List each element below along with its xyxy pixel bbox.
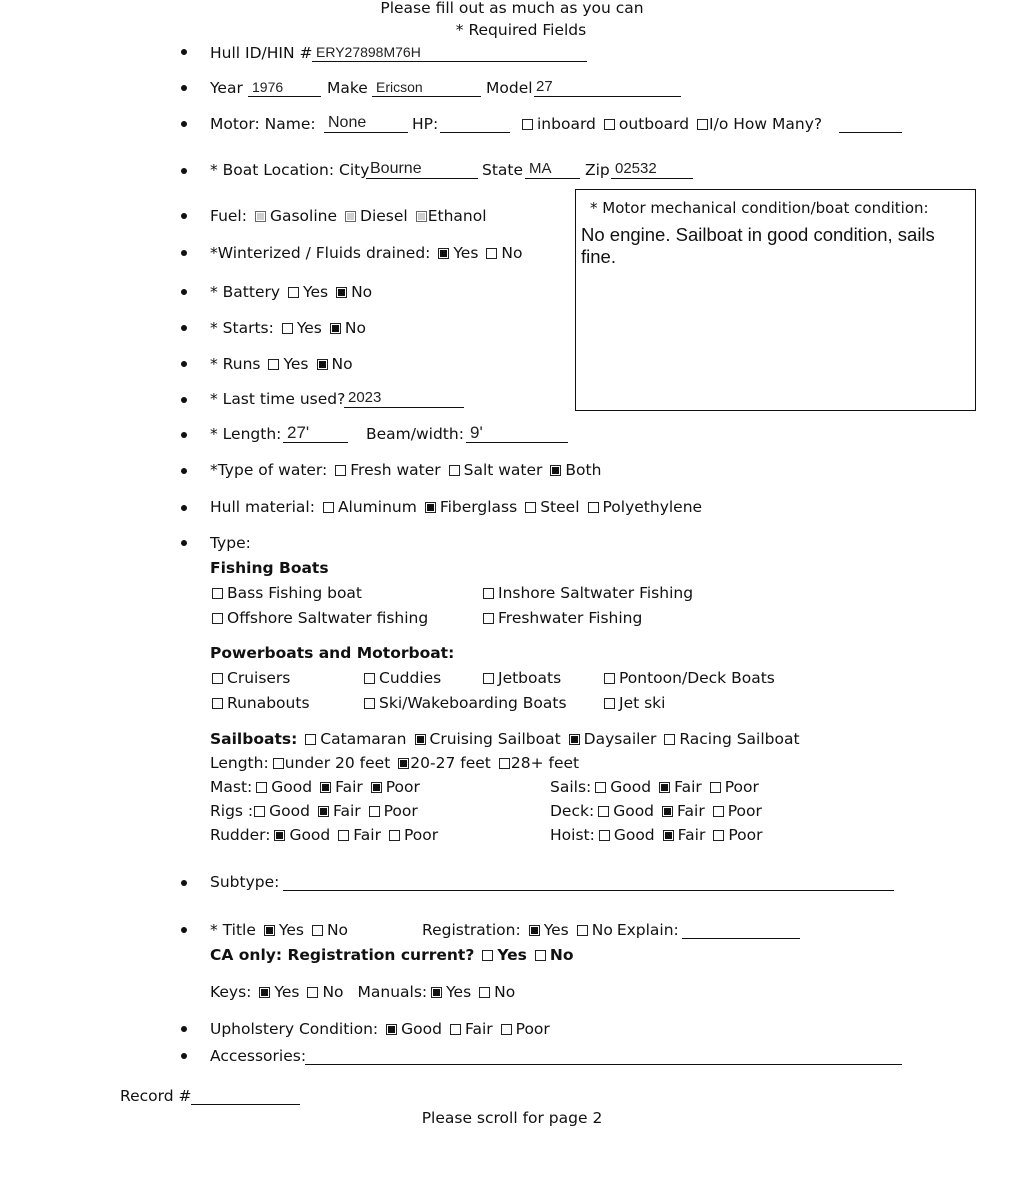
motor-name-label: Motor: Name: [210,115,316,133]
runabouts-checkbox[interactable] [212,698,223,709]
runs-label: * Runs [210,355,261,373]
deck-label: Deck: [550,802,595,820]
steel-label: Steel [540,498,580,516]
upholstery-fair-label: Fair [464,1020,493,1038]
title-group [210,920,348,940]
registration-no-label: No [591,921,613,939]
manuals-no-label: No [494,983,516,1001]
rudder-good-label: Good [289,826,331,844]
bass-fishing-label: Bass Fishing boat [227,584,362,602]
starts-yes-checkbox[interactable] [282,323,293,334]
rigs-poor-label: Poor [383,802,418,820]
how-many-field[interactable] [839,114,902,133]
starts-group [210,318,366,338]
cruisers-checkbox[interactable] [212,673,223,684]
sails-good-label: Good [610,778,652,796]
jetboats-checkbox[interactable] [483,673,494,684]
pontoon-label: Pontoon/Deck Boats [619,669,775,687]
record-field[interactable] [191,1086,300,1105]
deck-rating [550,801,762,821]
cruising-sailboat-label: Cruising Sailboat [429,730,561,748]
last-used-label: * Last time used? [210,390,346,408]
bullet [181,540,187,546]
20-27-checkbox[interactable] [398,758,409,769]
hp-label: HP: [412,115,439,133]
bass-fishing-checkbox[interactable] [212,588,223,599]
title-label: * Title [210,921,256,939]
deck-fair-checkbox[interactable] [662,806,673,817]
bullet [181,1053,187,1059]
length-label: * Length: [210,425,282,443]
ca-only-group [210,945,574,965]
zip-value: 02532 [615,160,657,177]
power-heading: Powerboats and Motorboat: [210,644,455,662]
upholstery-good-checkbox[interactable] [386,1024,397,1035]
sails-label: Sails: [550,778,592,796]
deck-good-checkbox[interactable] [598,806,609,817]
manuals-no-checkbox[interactable] [479,987,490,998]
ca-only-label: CA only: Registration current? [210,946,475,964]
battery-no-checkbox[interactable] [336,287,347,298]
rudder-poor-label: Poor [403,826,439,844]
both-water-checkbox[interactable] [550,465,561,476]
fiberglass-checkbox[interactable] [425,502,436,513]
title-no-checkbox[interactable] [312,925,323,936]
hoist-poor-checkbox[interactable] [713,830,724,841]
cuddies-checkbox[interactable] [364,673,375,684]
make-value: Ericson [376,79,423,95]
sailboats-label: Sailboats: [210,730,298,748]
how-many-label: How Many? [733,115,823,133]
title-yes-checkbox[interactable] [264,925,275,936]
bullet [181,289,187,295]
rudder-fair-checkbox[interactable] [338,830,349,841]
rigs-fair-label: Fair [332,802,361,820]
fresh-water-checkbox[interactable] [335,465,346,476]
city-value: Bourne [370,160,422,177]
battery-yes-checkbox[interactable] [288,287,299,298]
condition-box-value: No engine. Sailboat in good condition, sails fine. [581,224,935,267]
diesel-checkbox[interactable] [345,211,356,222]
subtype-label: Subtype: [210,873,280,891]
sail-length-label: Length: [210,754,269,772]
ca-yes-label: Yes [497,946,527,964]
winterized-yes-checkbox[interactable] [438,248,449,259]
runs-no-label: No [331,355,353,373]
registration-yes-checkbox[interactable] [529,925,540,936]
winterized-yes-label: Yes [453,244,479,262]
fuel-group [210,206,487,226]
motor-type-group [522,114,822,134]
winterized-no-label: No [501,244,523,262]
outboard-checkbox[interactable] [604,119,615,130]
mast-poor-checkbox[interactable] [371,782,382,793]
power-option [604,693,665,713]
bullet [181,121,187,127]
daysailer-label: Daysailer [583,730,657,748]
rigs-poor-checkbox[interactable] [369,806,380,817]
jet-ski-label: Jet ski [619,694,666,712]
state-value: MA [529,160,552,177]
rudder-fair-label: Fair [353,826,381,844]
bullet [181,397,187,403]
upholstery-poor-checkbox[interactable] [501,1024,512,1035]
bullet [181,49,187,55]
starts-no-label: No [344,319,366,337]
motor-name-value: None [328,114,367,131]
ca-no-label: No [549,946,574,964]
rigs-label: Rigs : [210,802,254,820]
salt-water-label: Salt water [463,461,543,479]
io-checkbox[interactable] [697,119,708,130]
winterized-label: *Winterized / Fluids drained: [210,244,431,262]
year-field[interactable] [248,78,321,97]
location-city-label: * Boat Location: City [210,161,370,179]
beam-label: Beam/width: [366,425,464,443]
offshore-fishing-checkbox[interactable] [212,613,223,624]
beam-value: 9' [470,423,483,442]
ethanol-label: Ethanol [427,207,487,225]
type-label: Type: [210,534,251,552]
mast-good-label: Good [271,778,313,796]
gasoline-checkbox[interactable] [255,211,266,222]
last-used-field[interactable] [344,389,464,408]
battery-no-label: No [351,283,373,301]
sails-fair-checkbox[interactable] [659,782,670,793]
last-used-value: 2023 [348,389,382,406]
steel-checkbox[interactable] [525,502,536,513]
sailboats-group [210,729,800,749]
registration-label: Registration: [422,921,521,939]
fishing-option [212,608,428,628]
mast-fair-label: Fair [335,778,363,796]
beam-field[interactable] [466,424,568,443]
fuel-label: Fuel: [210,207,247,225]
motor-name-field[interactable] [324,114,408,133]
ski-wakeboarding-checkbox[interactable] [364,698,375,709]
aluminum-checkbox[interactable] [323,502,334,513]
rigs-good-label: Good [269,802,310,820]
bullet [181,880,187,886]
length-value: 27' [287,423,310,442]
runs-yes-checkbox[interactable] [268,359,279,370]
water-label: *Type of water: [210,461,328,479]
manuals-label: Manuals: [357,983,428,1001]
header-line-1: Please fill out as much as you can [380,0,644,17]
bullet [181,505,187,511]
required-note: * Required Fields [455,21,587,39]
make-label: Make [327,79,368,97]
zip-field[interactable] [611,160,693,179]
keys-no-label: No [322,983,344,1001]
mast-rating [210,777,420,797]
bullet [181,1026,187,1032]
fishing-option [483,608,642,628]
starts-label: * Starts: [210,319,274,337]
polyethylene-label: Polyethylene [602,498,703,516]
ca-yes-checkbox[interactable] [482,950,493,961]
starts-no-checkbox[interactable] [330,323,341,334]
polyethylene-checkbox[interactable] [588,502,599,513]
inboard-checkbox[interactable] [522,119,533,130]
runabouts-label: Runabouts [227,694,310,712]
title-no-label: No [326,921,349,939]
deck-fair-label: Fair [677,802,705,820]
rudder-label: Rudder: [210,826,271,844]
rigs-good-checkbox[interactable] [254,806,265,817]
under-20-label: under 20 feet [284,754,391,772]
condition-box-label: * Motor mechanical condition/boat condition: [590,199,929,217]
upholstery-poor-label: Poor [515,1020,550,1038]
keys-label: Keys: [210,983,252,1001]
hp-field[interactable] [440,114,510,133]
freshwater-fishing-label: Freshwater Fishing [498,609,643,627]
power-option [483,668,561,688]
year-label: Year [210,79,243,97]
power-option [364,693,567,713]
fishing-option [212,583,362,603]
outboard-label: outboard [618,115,690,133]
runs-yes-label: Yes [283,355,309,373]
cruisers-label: Cruisers [227,669,291,687]
fishing-option [483,583,693,603]
scroll-note: Please scroll for page 2 [421,1109,603,1127]
diesel-label: Diesel [360,207,408,225]
state-label: State [482,161,524,179]
sails-rating [550,777,759,797]
ski-wakeboarding-label: Ski/Wakeboarding Boats [379,694,567,712]
jet-ski-checkbox[interactable] [604,698,615,709]
offshore-fishing-label: Offshore Saltwater fishing [227,609,429,627]
deck-poor-label: Poor [727,802,762,820]
hull-material-group [210,497,702,517]
record-label: Record # [120,1087,192,1105]
sails-poor-checkbox[interactable] [710,782,721,793]
winterized-no-checkbox[interactable] [486,248,497,259]
rigs-fair-checkbox[interactable] [318,806,329,817]
sails-fair-label: Fair [674,778,702,796]
sails-poor-label: Poor [724,778,759,796]
hoist-fair-label: Fair [677,826,706,844]
inboard-label: inboard [537,115,596,133]
daysailer-checkbox[interactable] [569,734,580,745]
battery-yes-label: Yes [303,283,329,301]
hull-id-label: Hull ID/HIN # [210,44,313,62]
power-option [212,693,310,713]
jetboats-label: Jetboats [498,669,562,687]
sails-good-checkbox[interactable] [595,782,606,793]
rudder-rating [210,825,438,845]
aluminum-label: Aluminum [337,498,417,516]
power-option [212,668,290,688]
rigs-rating [210,801,418,821]
fishing-heading: Fishing Boats [210,559,329,577]
upholstery-label: Upholstery Condition: [210,1020,379,1038]
gasoline-label: Gasoline [269,207,338,225]
keys-manuals-group [210,982,515,1002]
ethanol-checkbox[interactable] [416,211,427,222]
racing-sailboat-label: Racing Sailboat [679,730,800,748]
keys-yes-checkbox[interactable] [259,987,270,998]
upholstery-fair-checkbox[interactable] [450,1024,461,1035]
mast-good-checkbox[interactable] [256,782,267,793]
bullet [181,468,187,474]
model-field[interactable] [534,78,681,97]
hoist-label: Hoist: [550,826,595,844]
keys-no-checkbox[interactable] [307,987,318,998]
catamaran-label: Catamaran [320,730,407,748]
freshwater-fishing-checkbox[interactable] [483,613,494,624]
registration-group [422,920,679,940]
bullet [181,927,187,933]
io-label: I/o [709,115,729,133]
subtype-field[interactable] [283,872,894,891]
state-field[interactable] [525,160,580,179]
cuddies-label: Cuddies [379,669,442,687]
fiberglass-label: Fiberglass [439,498,518,516]
bullet [181,325,187,331]
sail-length-group [210,753,579,773]
rudder-poor-checkbox[interactable] [389,830,400,841]
title-yes-label: Yes [278,921,304,939]
winterized-group [210,243,523,263]
both-water-label: Both [565,461,602,479]
mast-label: Mast: [210,778,253,796]
hull-id-value: ERY27898M76H [316,44,421,60]
year-value: 1976 [252,79,284,95]
salt-water-checkbox[interactable] [449,465,460,476]
hull-id-field[interactable] [312,43,587,62]
28-plus-checkbox[interactable] [499,758,510,769]
catamaran-checkbox[interactable] [305,734,316,745]
mast-poor-label: Poor [385,778,420,796]
upholstery-good-label: Good [401,1020,442,1038]
rudder-good-checkbox[interactable] [274,830,285,841]
explain-field[interactable] [682,920,800,939]
20-27-label: 20-27 feet [410,754,491,772]
hoist-good-checkbox[interactable] [599,830,610,841]
battery-group [210,282,372,302]
city-field[interactable] [366,160,478,179]
hoist-poor-label: Poor [728,826,763,844]
accessories-label: Accessories: [210,1047,307,1065]
condition-box[interactable] [575,189,976,411]
make-field[interactable] [372,78,481,97]
bullet [181,213,187,219]
bullet [181,168,187,174]
length-field[interactable] [283,424,348,443]
bullet [181,250,187,256]
pontoon-checkbox[interactable] [604,673,615,684]
model-value: 27 [536,78,553,95]
bullet [181,361,187,367]
starts-yes-label: Yes [296,319,322,337]
hoist-rating [550,825,762,845]
under-20-checkbox[interactable] [273,758,284,769]
keys-yes-label: Yes [274,983,300,1001]
deck-good-label: Good [613,802,655,820]
fresh-water-label: Fresh water [350,461,441,479]
inshore-fishing-checkbox[interactable] [483,588,494,599]
hoist-fair-checkbox[interactable] [663,830,674,841]
zip-label: Zip [585,161,610,179]
runs-no-checkbox[interactable] [317,359,328,370]
runs-group [210,354,353,374]
manuals-yes-checkbox[interactable] [431,987,442,998]
ca-no-checkbox[interactable] [535,950,546,961]
28-plus-label: 28+ feet [510,754,580,772]
hoist-good-label: Good [613,826,655,844]
explain-label: Explain: [616,921,679,939]
inshore-fishing-label: Inshore Saltwater Fishing [498,584,694,602]
accessories-field[interactable] [305,1046,902,1065]
registration-yes-label: Yes [543,921,569,939]
hull-material-label: Hull material: [210,498,315,516]
cruising-sailboat-checkbox[interactable] [415,734,426,745]
manuals-yes-label: Yes [446,983,472,1001]
upholstery-group [210,1019,550,1039]
bullet [181,432,187,438]
model-label: Model [486,79,533,97]
power-option [364,668,441,688]
mast-fair-checkbox[interactable] [320,782,331,793]
bullet [181,85,187,91]
power-option [604,668,775,688]
registration-no-checkbox[interactable] [577,925,588,936]
battery-label: * Battery [210,283,281,301]
racing-sailboat-checkbox[interactable] [664,734,675,745]
deck-poor-checkbox[interactable] [713,806,724,817]
water-group [210,460,601,480]
